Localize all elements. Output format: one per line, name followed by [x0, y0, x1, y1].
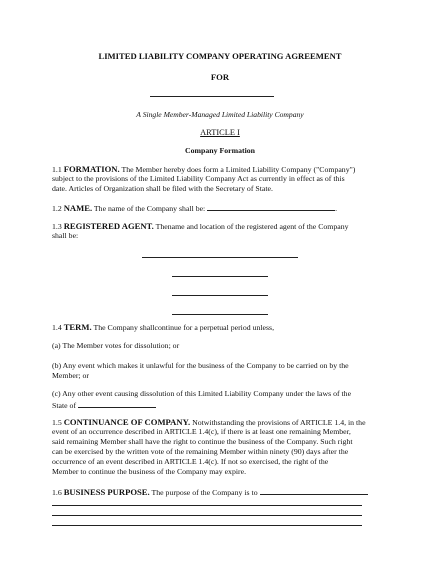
section-number: 1.5	[52, 418, 62, 427]
section-text: Thename and location of the registered agent of the Company	[155, 222, 349, 231]
registered-agent-field-line-4[interactable]	[172, 314, 268, 315]
term-clause-c-line-1: (c) Any other event causing dissolution of this Limited Liability Company under the laws of the	[52, 389, 352, 398]
section-1-5-line-4: can be exercised by the written vote of the remaining Member within ninety (90) days after the	[52, 447, 349, 456]
section-1-3-line-2: shall be:	[52, 231, 79, 240]
section-heading-term: TERM.	[63, 322, 92, 332]
term-clause-a: (a) The Member votes for dissolution; or	[52, 341, 180, 350]
registered-agent-field-line-3[interactable]	[172, 295, 268, 296]
section-text: State of	[52, 401, 77, 410]
term-clause-b-line-2: Member; or	[52, 371, 90, 380]
section-heading-name: NAME.	[63, 203, 93, 213]
business-purpose-line-4[interactable]	[52, 525, 362, 526]
business-purpose-field[interactable]	[260, 486, 368, 495]
registered-agent-field-line-2[interactable]	[172, 276, 268, 277]
section-1-6	[52, 486, 368, 499]
section-heading-formation: FORMATION.	[63, 164, 120, 174]
document-title: LIMITED LIABILITY COMPANY OPERATING AGREEMENT	[98, 51, 342, 61]
section-number: 1.3	[52, 222, 62, 231]
for-label: FOR	[210, 72, 230, 82]
section-number: 1.1	[52, 165, 62, 174]
article-heading: ARTICLE I	[200, 128, 240, 137]
section-heading-continuance: CONTINUANCE OF COMPANY.	[63, 417, 191, 427]
section-number: 1.2	[52, 204, 62, 213]
section-heading-registered-agent: REGISTERED AGENT.	[63, 221, 154, 231]
business-purpose-line-3[interactable]	[52, 515, 362, 516]
section-1-1-line-3: date. Articles of Organization shall be filed with the Secretary of State.	[52, 184, 273, 193]
section-text: Notwithstanding the provisions of ARTICLE 1.4, in the	[192, 418, 366, 427]
section-1-3-line-1	[52, 221, 349, 233]
period: .	[335, 204, 338, 213]
section-1-5-line-5: occurrence of an event described in ARTICLE 1.4(c). If not so exercised, the right of the	[52, 457, 329, 466]
business-purpose-line-2[interactable]	[52, 505, 362, 506]
term-clause-b-line-1: (b) Any event which makes it unlawful for the business of the Company to be carried on by the	[52, 361, 349, 370]
section-text: The name of the Company shall be:	[93, 204, 206, 213]
section-1-5-line-3: said remaining Member shall have the right to continue the business of the Company. Such right	[52, 437, 353, 446]
section-number: 1.6	[52, 488, 62, 497]
section-number: 1.4	[52, 323, 62, 332]
section-1-5-line-2: event of an occurrence described in ARTICLE 1.4(c), if there is at least one remaining Member,	[52, 427, 351, 436]
section-text: The Member hereby does form a Limited Liability Company ("Company")	[121, 165, 356, 174]
article-subheading: Company Formation	[185, 146, 255, 155]
document-subtitle: A Single Member-Managed Limited Liability Company	[136, 110, 304, 119]
company-name-field[interactable]	[207, 202, 338, 213]
section-1-4	[52, 322, 274, 334]
term-clause-c-line-2	[52, 399, 156, 412]
section-text: The Company shallcontinue for a perpetual period unless,	[93, 323, 275, 332]
section-1-2	[52, 202, 337, 215]
section-heading-business-purpose: BUSINESS PURPOSE.	[63, 487, 150, 497]
section-1-1-line-2: subject to the provisions of the Limited Liability Company Act as currently in effect as of this	[52, 174, 345, 183]
section-text: The purpose of the Company is to	[151, 488, 258, 497]
section-1-5-line-6: Member to continue the business of the Company may expire.	[52, 467, 247, 476]
state-field[interactable]	[78, 399, 156, 408]
registered-agent-field-line-1[interactable]	[142, 257, 298, 258]
company-name-blank-line[interactable]	[150, 96, 274, 97]
